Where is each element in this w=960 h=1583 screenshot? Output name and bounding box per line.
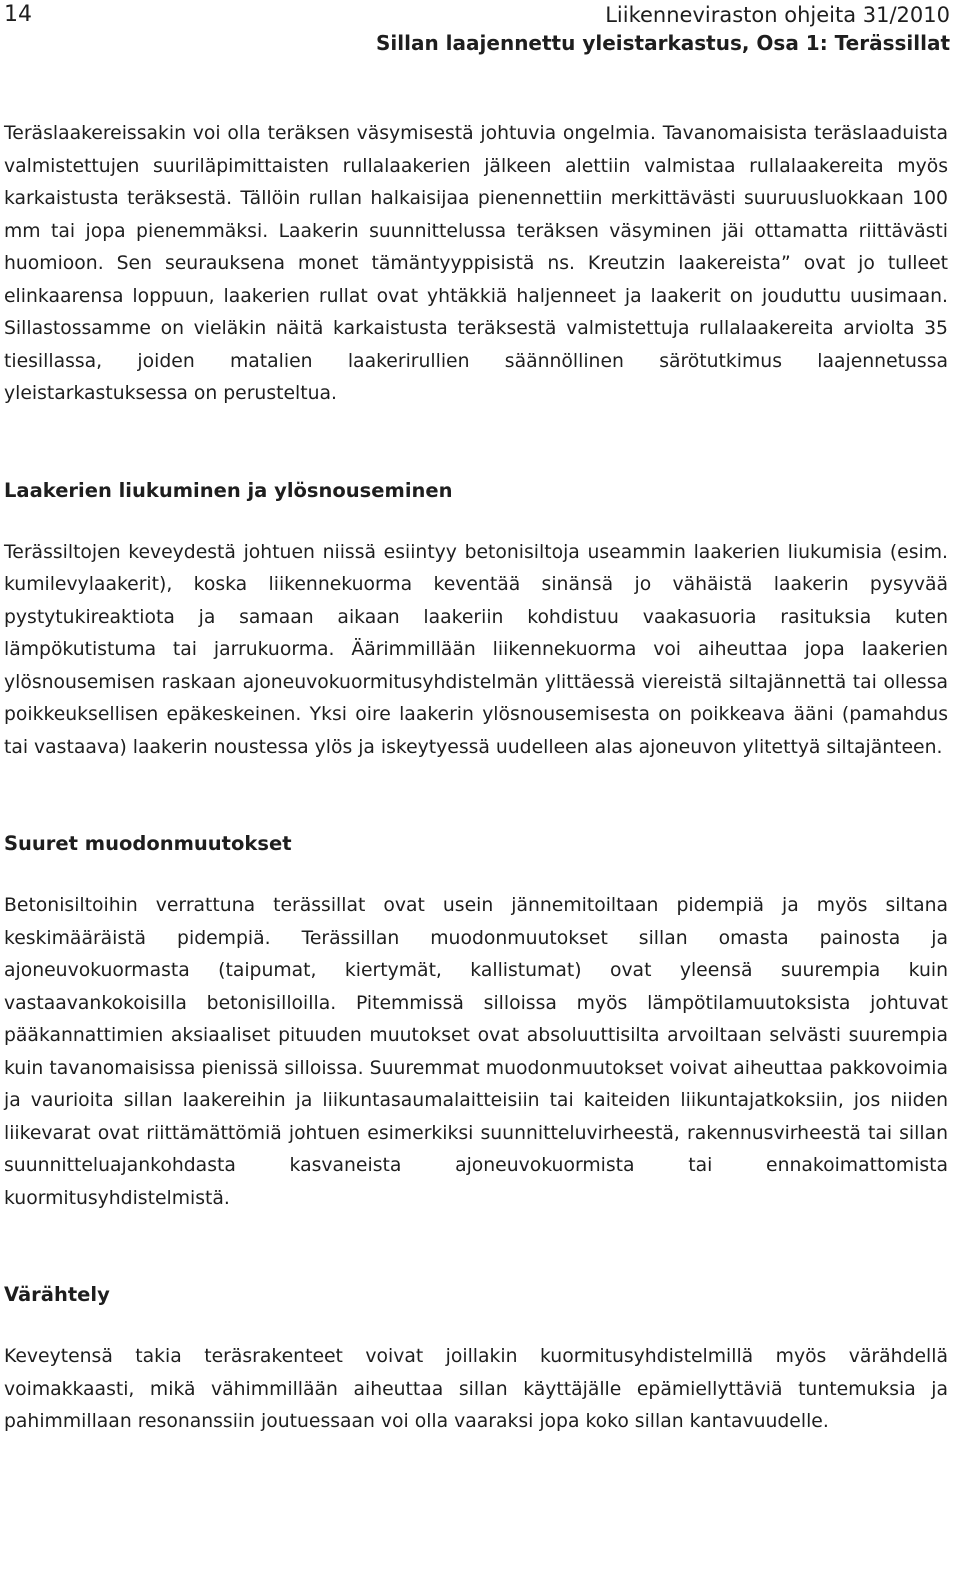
page-number: 14 [4, 2, 32, 27]
paragraph-vibration: Keveytensä takia teräsrakenteet voivat joillakin kuormitusyhdistelmillä myös värähdellä voimakkaasti, mikä vähimmillään aiheuttaa sillan käyttäjälle epämiellyttäviä tuntemuksia ja pahimmillaan resonanssiin joutuessaan voi olla vaaraksi jopa koko sillan kantavuudelle. [4, 1346, 948, 1432]
paragraph-large-deformations: Betonisiltoihin verrattuna terässillat ovat usein jännemitoiltaan pidempiä ja myös siltana keskimääräistä pidempiä. Terässillan muodonmuutokset sillan omasta painosta ja ajoneuvokuormasta (taipumat, kiertymät, kallistumat) ovat yleensä suurempia kuin vastaavankokoisilla betonisilloilla. Pitemmissä silloissa myös lämpötilamuutoksista johtuvat pääkannattimien aksiaaliset pituuden muutokset ovat absoluuttisilta arvoiltaan selvästi suurempia kuin tavanomaisissa pienissä silloissa. Suuremmat muodonmuutokset voivat aiheuttaa pakkovoimia ja vaurioita sillan laakereihin ja liikuntasaumalaitteisiin tai kaiteiden liikuntajatkoksiin, jos niiden liikevarat ovat riittämättömiä johtuen esimerkiksi suunnitteluvirheestä, rakennusvirheestä tai sillan suunnitteluajankohdasta kasvaneista ajoneuvokuormista tai ennakoimattomista kuormitusyhdistelmistä. [4, 895, 948, 1209]
page-content [4, 118, 948, 1439]
heading-bearing-sliding: Laakerien liukuminen ja ylösnouseminen [4, 478, 453, 502]
running-header [376, 2, 950, 58]
publication-series: Liikenneviraston ohjeita 31/2010 [605, 3, 950, 27]
heading-large-deformations: Suuret muodonmuutokset [4, 832, 292, 855]
heading-vibration: Värähtely [4, 1283, 110, 1306]
paragraph-bearing-sliding: Terässiltojen keveydestä johtuen niissä esiintyy betonisiltoja useammin laakerien liukumisia (esim. kumilevylaakerit), koska liikennekuorma keventää sinänsä jo vähäistä laakerin pysyvää pystytukireaktiota ja samaan aikaan laakeriin kohdistuu vaakasuoria rasituksia kuten lämpökutistuma tai jarrukuorma. Äärimmillään liikennekuorma voi aiheuttaa jopa laakerien ylösnousemisen raskaan ajoneuvokuormitusyhdistelmän ylittäessä viereistä siltajännettä tai ollessa poikkeuksellisen epäkeskeinen. Yksi oire laakerin ylösnousemisesta on poikkeava ääni (pamahdus tai vastaava) laakerin noustessa ylös ja iskeytyessä uudelleen alas ajoneuvon ylitettyä siltajänteen. [4, 541, 948, 758]
paragraph-bearing-fatigue: Teräslaakereissakin voi olla teräksen väsymisestä johtuvia ongelmia. Tavanomaisista teräslaaduista valmistettujen suuriläpimittaisten rullalaakerien jälkeen alettiin valmistaa rullalaakereita myös karkaistusta teräksestä. Tällöin rullan halkaisijaa pienennettiin merkittävästi suuruusluokkaan 100 mm tai jopa pienemmäksi. Laakerin suunnittelussa teräksen väsyminen jäi ottamatta riittävästi huomioon. Sen seurauksena monet tämäntyyppisistä ns. Kreutzin laakereista” ovat jo tulleet elinkaarensa loppuun, laakerien rullat ovat yhtäkkiä haljenneet ja laakerit on jouduttu uusimaan. Sillastossamme on vieläkin näitä karkaistusta teräksestä valmistettuja rullalaakereita arviolta 35 tiesillassa, joiden matalien laakerirullien säännöllinen särötutkimus laajennetussa yleistarkastuksessa on perusteltua. [4, 123, 948, 404]
document-title: Sillan laajennettu yleistarkastus, Osa 1: Terässillat [376, 31, 950, 55]
